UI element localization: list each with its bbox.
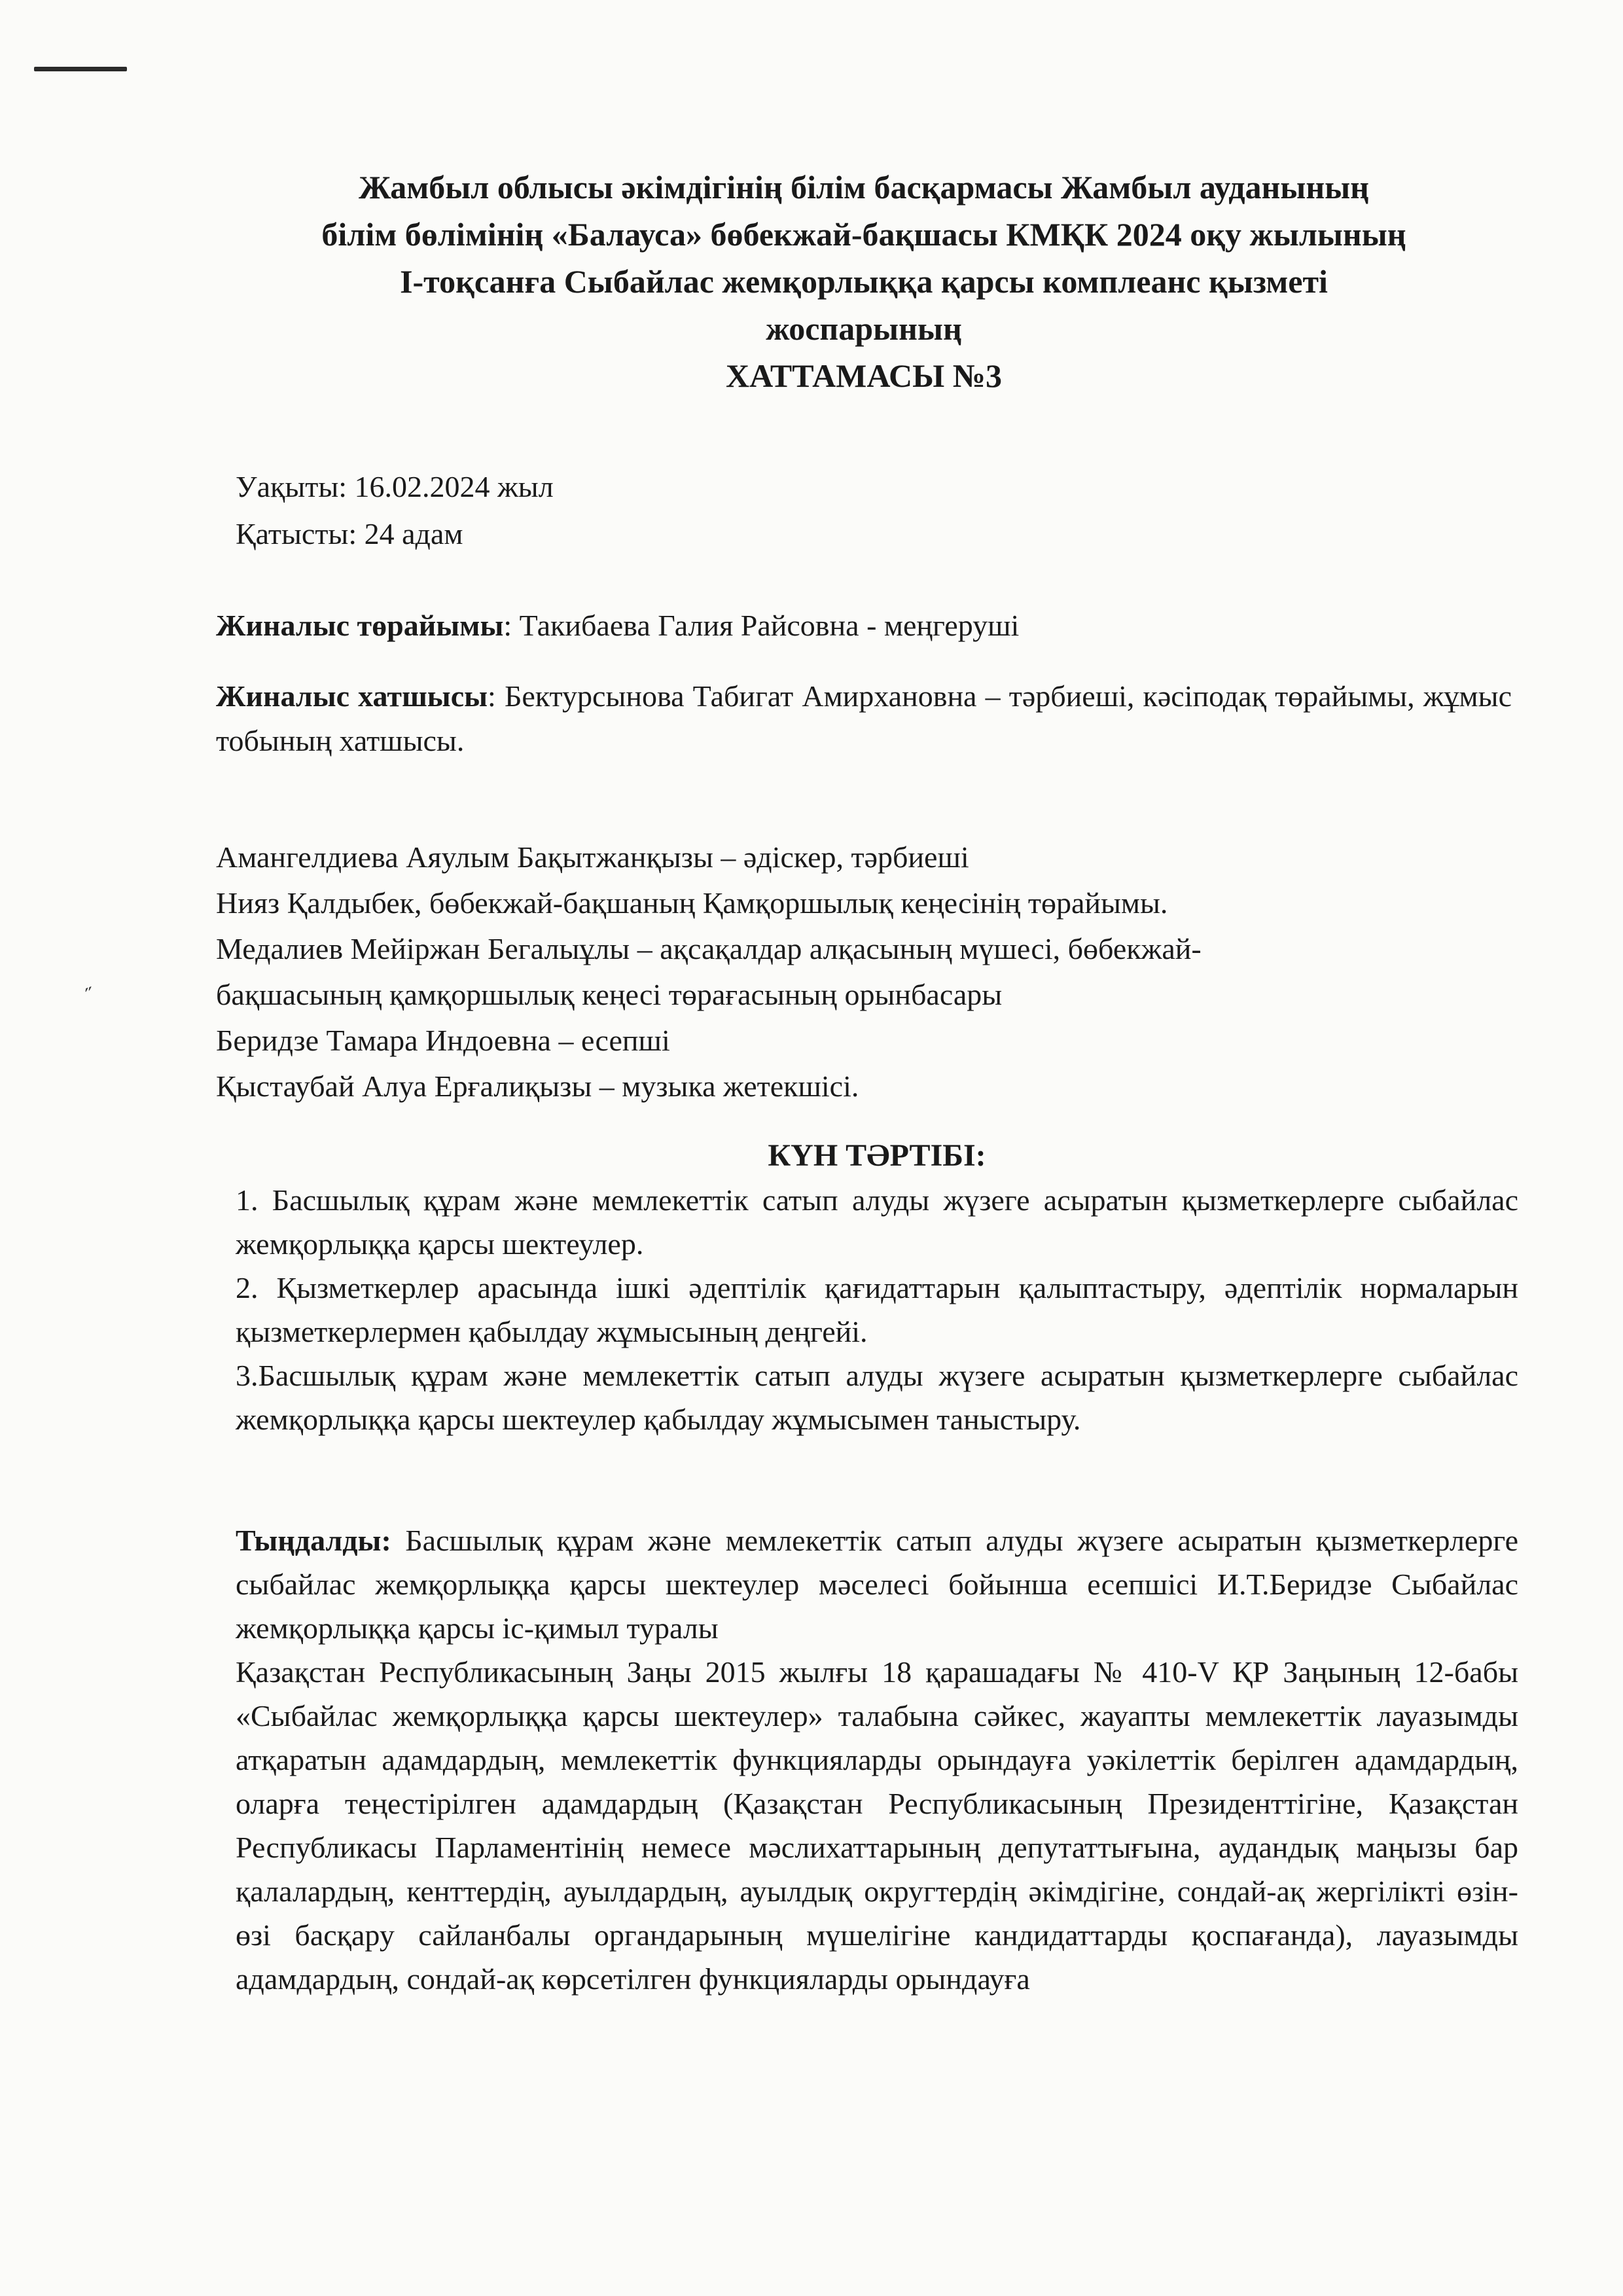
meeting-chair	[216, 603, 1019, 648]
agenda-list	[236, 1178, 1518, 1441]
heard-intro: Басшылық құрам және мемлекеттік сатып алуды жүзеге асыратын қызметкерлерге сыбайлас жемқорлыққа қарсы шектеулер мәселесі бойынша есепшісі И.Т.Беридзе Сыбайлас жемқорлыққа қарсы іс-қимыл туралы	[236, 1524, 1518, 1645]
meeting-secretary	[216, 674, 1512, 763]
member-line: Нияз Қалдыбек, бөбекжай-бақшаның Қамқоршылық кеңесінің төрайымы.	[216, 886, 1168, 920]
meeting-time: Уақыты: 16.02.2024 жыл	[236, 470, 554, 503]
secretary-value: : Бектурсынова Табигат Амирхановна – тәрбиеші, кәсіподақ төрайымы, жұмыс тобының хатшысы.	[216, 679, 1512, 757]
member-line: Қыстаубай Алуа Ерғалиқызы – музыка жетекшісі.	[216, 1069, 859, 1103]
meeting-meta	[236, 463, 554, 558]
margin-dash-mark	[34, 67, 127, 71]
title-line-5: ХАТТАМАСЫ №3	[726, 357, 1002, 394]
pen-tick-mark: ˶	[79, 973, 95, 998]
member-line: Беридзе Тамара Индоевна – есепші	[216, 1024, 670, 1057]
agenda-item-2: 2. Қызметкерлер арасында ішкі әдептілік қағидаттарын қалыптастыру, әдептілік нормаларын қызметкерлермен қабылдау жұмысының деңгейі.	[236, 1271, 1518, 1348]
chair-value: : Такибаева Галия Райсовна - меңгеруші	[503, 609, 1020, 642]
secretary-label: Жиналыс хатшысы	[216, 679, 488, 713]
agenda-title: КҮН ТӘРТІБІ:	[768, 1138, 986, 1173]
heard-section	[236, 1518, 1518, 2001]
member-line: Медалиев Мейіржан Бегалыұлы – ақсақалдар алқасының мүшесі, бөбекжай-	[216, 932, 1202, 965]
agenda-item-1: 1. Басшылық құрам және мемлекеттік сатып алуды жүзеге асыратын қызметкерлерге сыбайлас жемқорлыққа қарсы шектеулер.	[236, 1183, 1518, 1261]
agenda-item-3: 3.Басшылық құрам және мемлекеттік сатып алуды жүзеге асыратын қызметкерлерге сыбайлас жемқорлыққа қарсы шектеулер қабылдау жұмысымен таныстыру.	[236, 1359, 1518, 1436]
member-line: Амангелдиева Аяулым Бақытжанқызы – әдіскер, тәрбиеші	[216, 840, 969, 874]
heard-body: Қазақстан Республикасының Заңы 2015 жылғы 18 қарашадағы № 410-V ҚР Заңының 12-бабы «Сыбайлас жемқорлыққа қарсы шектеулер» талабына сәйкес, жауапты мемлекеттік лауазымды атқаратын адамдардың, мемлекеттік функцияларды орындауға уәкілеттік берілген адамдардың, оларға теңестірілген адамдардың (Қазақстан Республикасының Президенттігіне, Қазақстан Республикасы Парламентінің немесе мәслихаттарының депутаттығына, аудандық маңызы бар қалалардың, кенттердің, ауылдардың, ауылдық округтердің әкімдігіне, сондай-ақ жергілікті өзін-өзі басқару сайланбалы органдарының мүшелігіне кандидаттарды қоспағанда), лауазымды адамдардың, сондай-ақ көрсетілген функцияларды орындауға	[236, 1655, 1518, 1996]
heard-label: Тыңдалды:	[236, 1524, 391, 1557]
title-line-2: білім бөлімінің «Балауса» бөбекжай-бақшасы КМҚК 2024 оқу жылының	[321, 216, 1406, 253]
member-line: бақшасының қамқоршылық кеңесі төрағасының орынбасары	[216, 978, 1003, 1011]
title-line-4: жоспарының	[766, 310, 962, 347]
title-line-1: Жамбыл облысы әкімдігінің білім басқармасы Жамбыл ауданының	[359, 169, 1369, 206]
document-title	[216, 164, 1512, 399]
members-list	[216, 834, 1202, 1109]
chair-label: Жиналыс төрайымы	[216, 609, 504, 642]
heard-intro-paragraph	[236, 1518, 1518, 1650]
title-line-3: І-тоқсанға Сыбайлас жемқорлыққа қарсы комплеанс қызметі	[400, 263, 1328, 300]
meeting-attendance: Қатысты: 24 адам	[236, 517, 463, 550]
